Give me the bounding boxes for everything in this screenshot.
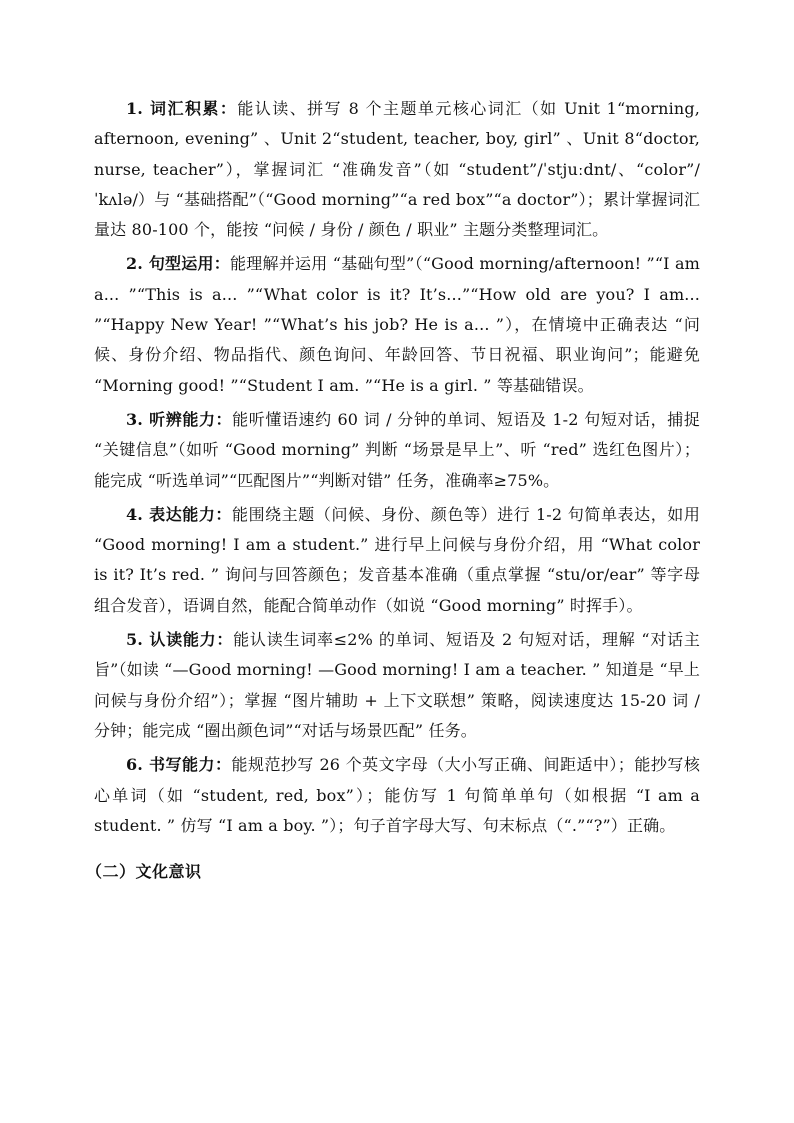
paragraph-body: 能认读、拼写 8 个主题单元核心词汇（如 Unit 1“morning, afternoon, evening” 、Unit 2“student, teacher, boy, girl” 、Unit 8“doctor, nurse, teacher”），掌握词汇 “准确发音”（如 “student”/ˈstjuːdnt/、“color”/ˈkʌlə/）与 “基础搭配”（“Good morning”“a red box”“a doctor”）；累计掌握词汇量达 80-100 个，能按 “问候 / 身份 / 颜色 / 职业” 主题分类整理词汇。 [94, 99, 700, 240]
paragraph-sentence-patterns [94, 249, 700, 400]
paragraph-body: 能理解并运用 “基础句型”（“Good morning/afternoon! ”“I am a... ”“This is a... ”“What color is it? It’s...”“How old are you? I am... ”“Happy New Year! ”“What’s his job? He is a... ”），在情境中正确表达 “问候、身份介绍、物品指代、颜色询问、年龄回答、节日祝福、职业询问”；能避免 “Morning good! ”“Student I am. ”“He is a girl. ” 等基础错误。 [94, 254, 700, 395]
paragraph-reading [94, 625, 700, 746]
paragraph-vocabulary [94, 94, 700, 245]
paragraph-body: 能规范抄写 26 个英文字母（大小写正确、间距适中）；能抄写核心单词（如 “student, red, box”）；能仿写 1 句简单单句（如根据 “I am a student. ” 仿写 “I am a boy. ”）；句子首字母大写、句末标点（“.”“?”）正确。 [94, 755, 700, 835]
paragraph-listening [94, 405, 700, 496]
paragraph-lead: 4. 表达能力： [126, 504, 233, 524]
paragraph-lead: 5. 认读能力： [126, 630, 234, 650]
paragraph-body: 能认读生词率≤2% 的单词、短语及 2 句短对话，理解 “对话主旨”（如读 “—Good morning! —Good morning! I am a teacher. ” 知道是 “早上问候与身份介绍”）；掌握 “图片辅助 + 上下文联想” 策略，阅读速度达 15-20 词 / 分钟；能完成 “圈出颜色词”“对话与场景匹配” 任务。 [94, 630, 700, 740]
paragraph-lead: 1. 词汇积累： [126, 99, 238, 118]
paragraph-speaking [94, 500, 700, 621]
paragraph-writing [94, 750, 700, 841]
paragraph-body: 能围绕主题（问候、身份、颜色等）进行 1-2 句简单表达，如用 “Good morning! I am a student.” 进行早上问候与身份介绍，用 “What color is it? It’s red. ” 询问与回答颜色；发音基本准确（重点掌握 “stu/or/ear” 等字母组合发音），语调自然，能配合简单动作（如说 “Good morning” 时挥手）。 [94, 504, 700, 615]
paragraph-lead: 6. 书写能力： [126, 755, 232, 775]
section-heading-culture: （二）文化意识 [86, 862, 202, 882]
paragraph-lead: 3. 听辨能力： [126, 409, 233, 429]
paragraph-body: 能听懂语速约 60 词 / 分钟的单词、短语及 1-2 句短对话，捕捉 “关键信息”（如听 “Good morning” 判断 “场景是早上”、听 “red” 选红色图片）；能完成 “听选单词”“匹配图片”“判断对错” 任务，准确率≥75%。 [94, 409, 700, 490]
paragraph-lead: 2. 句型运用： [126, 254, 231, 274]
